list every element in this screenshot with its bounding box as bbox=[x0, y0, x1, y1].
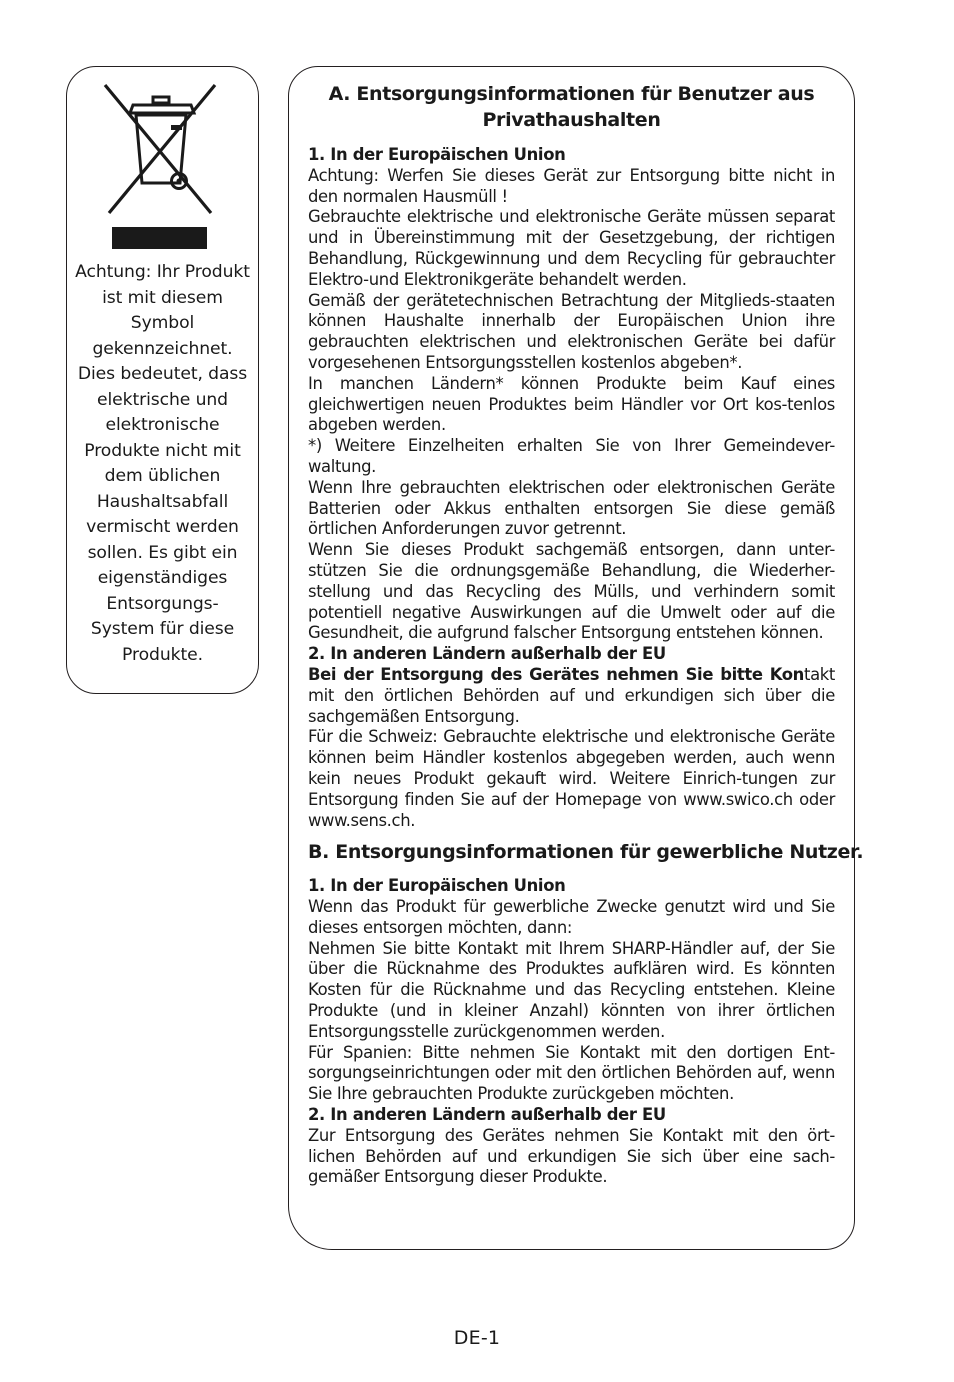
solid-bar-symbol bbox=[112, 227, 207, 249]
section-b-paragraph: Nehmen Sie bitte Kontakt mit Ihrem SHARP-Händler auf, der Sie über die Rücknahme des Produktes aufklären wird. Es könnten Kosten für die Rücknahme und das Recycling entstehen. Kleine Produkte (und in kleiner Anzahl) könnten von ihrer örtlichen Entsorgungsstelle zurückgenommen werden. bbox=[308, 938, 835, 1041]
section-a-title: A. Entsorgungsinformationen für Benutzer aus Privathaushalten bbox=[328, 83, 815, 131]
weee-notice-box bbox=[66, 66, 259, 694]
section-a-paragraph: In manchen Ländern* können Produkte beim Kauf eines gleichwertigen neuen Produktes beim Händler vor Ort kos-tenlos abgeben werden. bbox=[308, 373, 835, 435]
section-b-subheading-non-eu: 2. In anderen Ländern außerhalb der EU bbox=[308, 1105, 666, 1125]
paragraph-text: takt mit den örtlichen Behörden auf und erkundigen sich über die sachgemäßen Entsorgung. bbox=[308, 664, 835, 726]
crossed-out-wheelie-bin-icon bbox=[99, 83, 221, 223]
section-a-subheading-eu: 1. In der Europäischen Union bbox=[308, 145, 566, 164]
disposal-info-content bbox=[308, 81, 864, 1188]
section-b-paragraph: Wenn das Produkt für gewerbliche Zwecke genutzt wird und Sie dieses entsorgen möchten, dann: bbox=[308, 897, 835, 937]
section-a-paragraph: Wenn Sie dieses Produkt sachgemäß entsorgen, dann unter-stützen Sie die ordnungsgemäße Behandlung, die Wiederher-stellung und das Recycling des Mülls, und verhindern somit potentiell negative Auswirkungen auf die Umwelt oder auf die Gesundheit, die aufgrund falscher Entsorgung entstehen können. bbox=[308, 540, 835, 643]
section-b-paragraph-spain: Für Spanien: Bitte nehmen Sie Kontakt mit den dortigen Ent-sorgungseinrichtungen oder mit den örtlichen Behörden auf, wenn Sie Ihre gebrauchten Produkte zurückgeben möchten. bbox=[308, 1042, 835, 1104]
page-number: DE-1 bbox=[453, 1327, 501, 1349]
symbol-explanation: Achtung: Ihr Produkt ist mit diesem Symbol gekennzeichnet. Dies bedeutet, dass elektrische und elektronische Produkte nicht mit dem üblichen Haushaltsabfall vermischt werden sollen. Es gibt ein eigenständiges Entsorgungs- System für diese Produkte. bbox=[75, 262, 250, 665]
section-a-paragraph bbox=[308, 665, 835, 727]
section-a-paragraph-switzerland: Für die Schweiz: Gebrauchte elektrische und elektronische Geräte können beim Händler kostenlos abgegeben werden, auch wenn kein neues Produkt gekauft wird. Weitere Einrich-tungen zur Entsorgung finden Sie auf der Homepage von www.swico.ch oder www.sens.ch. bbox=[308, 727, 835, 830]
section-a-paragraph: Achtung: Werfen Sie dieses Gerät zur Entsorgung bitte nicht in den normalen Hausmüll ! bbox=[308, 165, 835, 206]
section-a-paragraph: Wenn Ihre gebrauchten elektrischen oder elektronischen Geräte Batterien oder Akkus enthalten entsorgen Sie diese gemäß örtlichen Anforderungen zuvor getrennt. bbox=[308, 477, 835, 539]
bold-lead-text: Bei der Entsorgung des Gerätes nehmen Sie bitte Kon bbox=[308, 664, 804, 684]
section-a-footnote: *) Weitere Einzelheiten erhalten Sie von Ihrer Gemeindever-waltung. bbox=[308, 436, 835, 476]
section-b-paragraph: Zur Entsorgung des Gerätes nehmen Sie Kontakt mit den ört-lichen Behörden auf und erkundigen Sie sich über eine sach-gemäßer Entsorgung dieser Produkte. bbox=[308, 1125, 835, 1187]
section-a-paragraph: Gemäß der gerätetechnischen Betrachtung der Mitglieds-staaten können Haushalte innerhalb der Europäischen Union ihre gebrauchten elektrischen und elektronischen Geräte bei dafür vorgesehenen Entsorgungsstellen kostenlos abgeben*. bbox=[308, 290, 835, 372]
disposal-info-box bbox=[288, 66, 864, 1250]
section-b-title: B. Entsorgungsinformationen für gewerbliche Nutzer. bbox=[308, 841, 864, 864]
section-a-paragraph: Gebrauchte elektrische und elektronische Geräte müssen separat und in Übereinstimmung mit der Gesetzgebung, der richtigen Behandlung, Rückgewinnung und dem Recycling für gebrauchter Elektro-und Elektronikgeräte behandelt werden. bbox=[308, 207, 835, 289]
section-a-subheading-non-eu: 2. In anderen Ländern außerhalb der EU bbox=[308, 644, 666, 664]
section-b-subheading-eu: 1. In der Europäischen Union bbox=[308, 876, 566, 896]
